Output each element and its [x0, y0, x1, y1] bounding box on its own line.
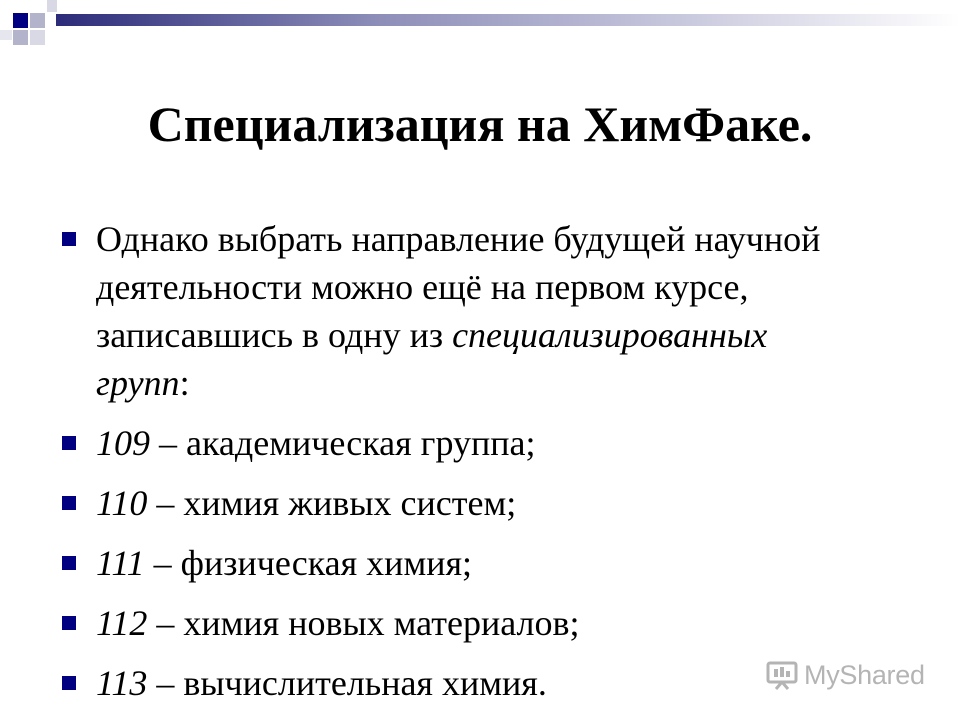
square-bullet-icon: [62, 676, 76, 690]
square-bullet-icon: [62, 436, 76, 450]
group-bullet: [60, 419, 860, 467]
group-bullet: [60, 479, 860, 527]
intro-italic-text: специализированных групп: [96, 315, 768, 403]
group-separator: –: [150, 423, 186, 463]
group-separator: –: [147, 603, 184, 643]
group-bullet: [60, 659, 860, 707]
group-number: 109: [96, 423, 150, 463]
group-name: химия новых материалов;: [183, 603, 580, 643]
square-bullet-icon: [62, 616, 76, 630]
intro-colon: :: [179, 363, 190, 403]
group-number: 113: [96, 663, 148, 703]
decorative-band: [0, 0, 960, 52]
presentation-board-icon: [766, 660, 798, 690]
bullet-list: [60, 215, 860, 719]
slide-title: Специализация на ХимФаке.: [147, 96, 813, 152]
group-separator: –: [144, 543, 181, 583]
group-name: вычислительная химия.: [183, 663, 547, 703]
group-separator: –: [147, 483, 184, 523]
group-number: 110: [96, 483, 148, 523]
group-bullet: [60, 539, 860, 587]
group-name: академическая группа;: [186, 423, 536, 463]
square-bullet-icon: [62, 556, 76, 570]
watermark-text: MyShared: [804, 659, 925, 690]
square-bullet-icon: [62, 232, 76, 246]
myshared-watermark: [766, 655, 925, 695]
group-name: химия живых систем;: [183, 483, 517, 523]
group-separator: –: [147, 663, 184, 703]
group-name: физическая химия;: [180, 543, 473, 583]
group-bullet: [60, 599, 860, 647]
intro-bullet: [60, 215, 860, 407]
group-number: 111: [96, 543, 145, 583]
group-number: 112: [96, 603, 148, 643]
square-bullet-icon: [62, 496, 76, 510]
intro-text: Однако выбрать направление будущей научной деятельности можно ещё на первом курсе, записавшись в одну из: [96, 219, 821, 355]
top-decoration: [0, 0, 960, 52]
